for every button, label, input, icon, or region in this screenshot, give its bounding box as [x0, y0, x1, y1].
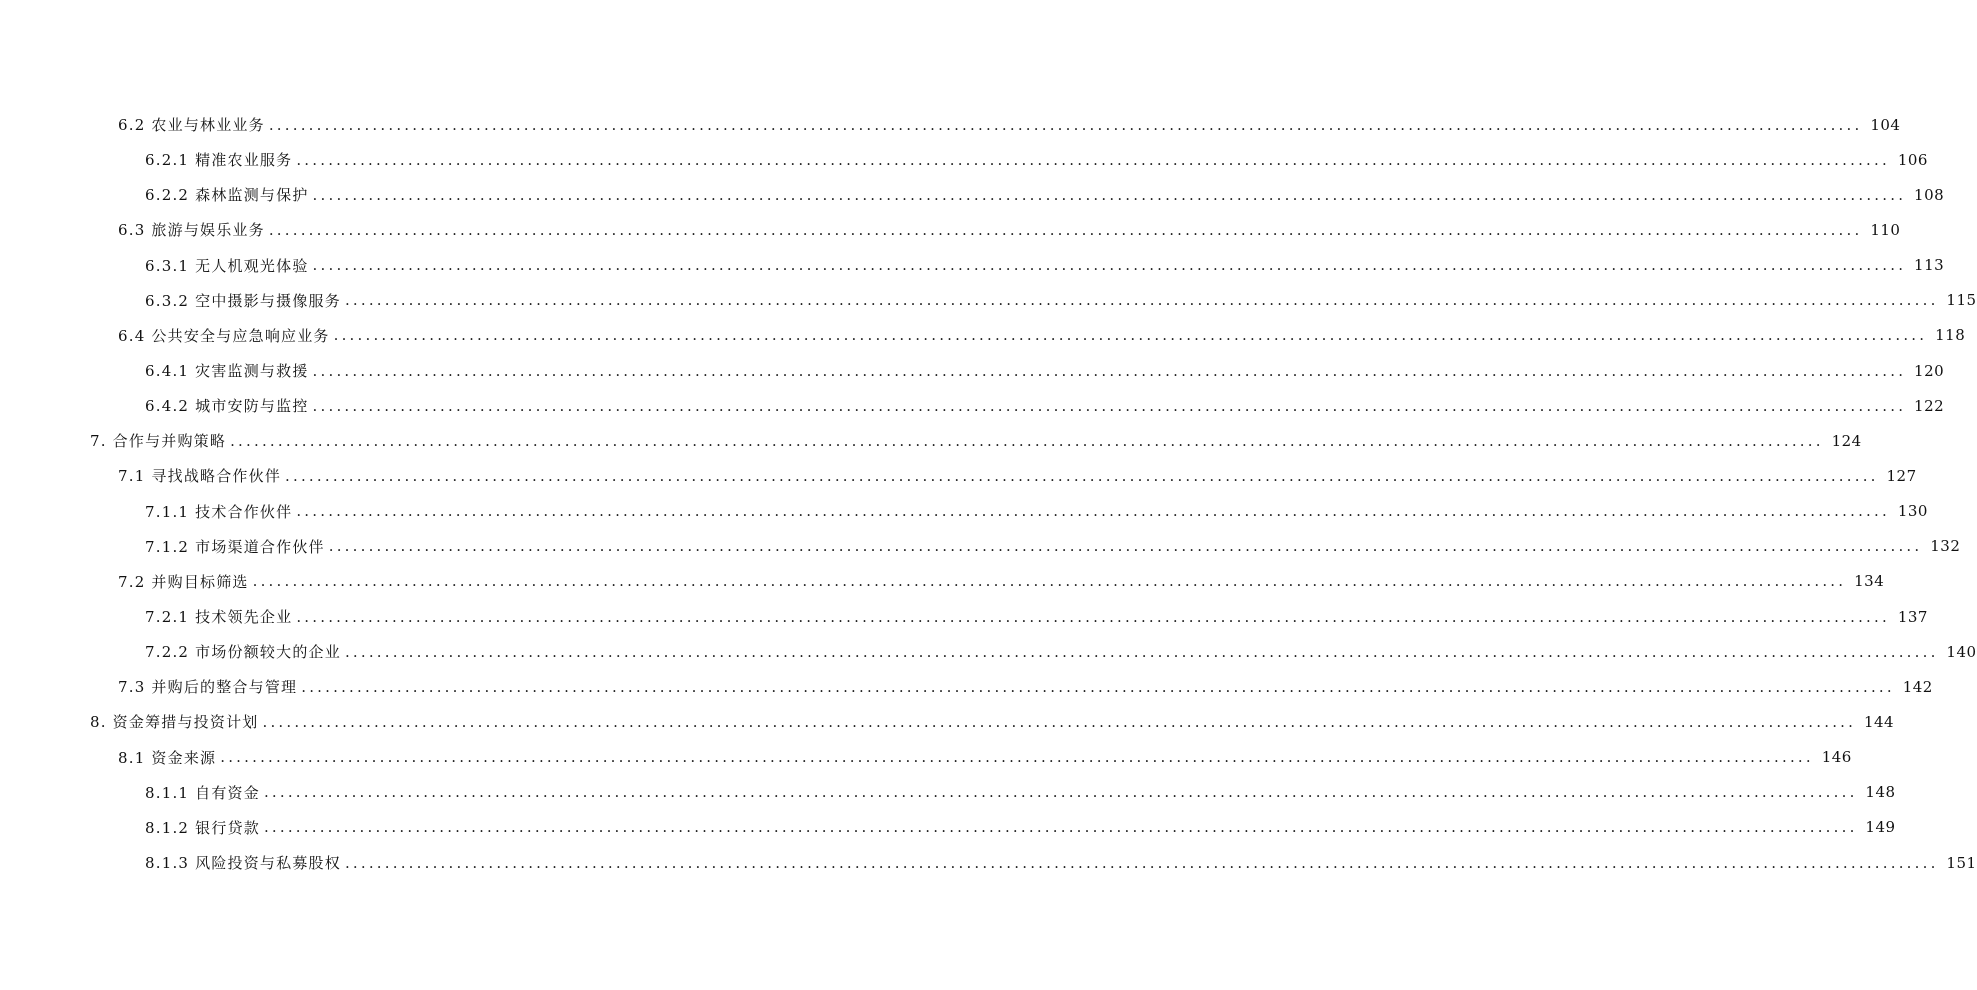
toc-dot-leader: ........................................................................................................................................................................................................: [220, 748, 1814, 767]
toc-entry[interactable]: [0, 423, 1862, 458]
toc-dot-leader: ........................................................................................................................................................................................................: [268, 220, 1863, 239]
toc-dot-leader: ........................................................................................................................................................................................................: [312, 396, 1907, 415]
toc-dot-leader: ........................................................................................................................................................................................................: [296, 150, 1890, 169]
toc-entry-title: 7.1 寻找战略合作伙伴: [118, 467, 282, 486]
toc-entry-page-number: 137: [1897, 607, 1928, 626]
toc-entry-page-number: 134: [1854, 572, 1885, 591]
toc-dot-leader: ........................................................................................................................................................................................................: [285, 466, 1879, 485]
toc-entry[interactable]: [0, 599, 1928, 634]
toc-entry-title: 6.2.2 森林监测与保护: [145, 186, 309, 205]
toc-entry-page-number: 144: [1863, 712, 1895, 731]
toc-entry-title: 6.3.2 空中摄影与摄像服务: [145, 291, 341, 310]
toc-entry-page-number: 113: [1914, 256, 1945, 275]
toc-entry[interactable]: [0, 704, 1895, 739]
toc-entry-title: 7.2 并购目标筛选: [118, 572, 249, 591]
toc-entry[interactable]: [0, 634, 1977, 669]
toc-entry[interactable]: [0, 810, 1896, 845]
toc-dot-leader: ........................................................................................................................................................................................................: [344, 291, 1939, 310]
toc-entry-page-number: 110: [1870, 220, 1901, 239]
toc-entry-title: 6.4 公共安全与应急响应业务: [118, 326, 330, 345]
toc-entry[interactable]: [0, 458, 1917, 493]
toc-dot-leader: ........................................................................................................................................................................................................: [312, 256, 1907, 275]
toc-entry[interactable]: [0, 248, 1945, 283]
toc-dot-leader: ........................................................................................................................................................................................................: [262, 712, 1857, 731]
toc-entry[interactable]: [0, 107, 1901, 142]
toc-entry-title: 7.1.2 市场渠道合作伙伴: [145, 537, 325, 556]
toc-entry-title: 6.4.1 灾害监测与救援: [145, 362, 309, 381]
toc-entry[interactable]: [0, 212, 1901, 247]
toc-entry[interactable]: [0, 669, 1933, 704]
toc-entry-title: 8.1.3 风险投资与私募股权: [145, 854, 341, 873]
toc-entry-page-number: 149: [1865, 818, 1896, 837]
toc-dot-leader: ........................................................................................................................................................................................................: [263, 818, 1858, 837]
toc-entry-page-number: 142: [1902, 677, 1933, 696]
toc-dot-leader: ........................................................................................................................................................................................................: [296, 502, 1890, 521]
toc-entry-page-number: 106: [1897, 150, 1928, 169]
toc-entry-page-number: 120: [1914, 361, 1945, 380]
toc-entry[interactable]: [0, 494, 1928, 529]
toc-entry-title: 8.1.1 自有资金: [145, 783, 260, 802]
toc-dot-leader: ........................................................................................................................................................................................................: [230, 431, 1824, 450]
toc-entry-page-number: 151: [1946, 853, 1977, 872]
toc-entry-title: 7.3 并购后的整合与管理: [118, 678, 298, 697]
toc-entry-title: 7. 合作与并购策略: [90, 432, 227, 451]
toc-entry-page-number: 130: [1897, 502, 1928, 521]
toc-dot-leader: ........................................................................................................................................................................................................: [312, 361, 1907, 380]
toc-entry-title: 7.2.1 技术领先企业: [145, 608, 293, 627]
toc-dot-leader: ........................................................................................................................................................................................................: [333, 326, 1928, 345]
toc-entry-page-number: 146: [1821, 748, 1852, 767]
toc-entry-page-number: 124: [1831, 431, 1862, 450]
toc-dot-leader: ........................................................................................................................................................................................................: [268, 115, 1863, 134]
toc-entry-title: 7.1.1 技术合作伙伴: [145, 502, 293, 521]
toc-entry-page-number: 122: [1914, 396, 1945, 415]
toc-dot-leader: ........................................................................................................................................................................................................: [252, 572, 1847, 591]
toc-entry-title: 6.3 旅游与娱乐业务: [118, 221, 265, 240]
toc-entry[interactable]: [0, 353, 1945, 388]
toc-entry-page-number: 132: [1930, 537, 1961, 556]
toc-dot-leader: ........................................................................................................................................................................................................: [344, 642, 1939, 661]
toc-dot-leader: ........................................................................................................................................................................................................: [344, 853, 1939, 872]
toc-entry-title: 6.2.1 精准农业服务: [145, 151, 293, 170]
toc-entry-title: 6.3.1 无人机观光体验: [145, 256, 309, 275]
toc-entry[interactable]: [0, 388, 1945, 423]
toc-dot-leader: ........................................................................................................................................................................................................: [312, 185, 1907, 204]
toc-entry-page-number: 115: [1946, 291, 1977, 310]
toc-entry[interactable]: [0, 283, 1977, 318]
toc-entry-title: 8.1 资金来源: [118, 748, 217, 767]
toc-entry[interactable]: [0, 740, 1852, 775]
toc-entry-page-number: 108: [1914, 185, 1945, 204]
toc-entry[interactable]: [0, 177, 1945, 212]
toc-entry-title: 8. 资金筹措与投资计划: [90, 713, 259, 732]
toc-entry[interactable]: [0, 564, 1885, 599]
toc-entry-title: 6.4.2 城市安防与监控: [145, 397, 309, 416]
toc-dot-leader: ........................................................................................................................................................................................................: [263, 783, 1858, 802]
toc-dot-leader: ........................................................................................................................................................................................................: [296, 607, 1890, 626]
toc-entry-title: 8.1.2 银行贷款: [145, 818, 260, 837]
toc-entry-title: 6.2 农业与林业业务: [118, 116, 265, 135]
toc-entry[interactable]: [0, 775, 1896, 810]
toc-entry-page-number: 148: [1865, 783, 1896, 802]
toc-dot-leader: ........................................................................................................................................................................................................: [328, 537, 1923, 556]
toc-dot-leader: ........................................................................................................................................................................................................: [301, 677, 1895, 696]
toc-entry[interactable]: [0, 529, 1961, 564]
toc-entry-page-number: 140: [1946, 642, 1977, 661]
table-of-contents: [0, 107, 1977, 880]
toc-entry-page-number: 118: [1935, 326, 1966, 345]
toc-entry[interactable]: [0, 142, 1928, 177]
toc-entry[interactable]: [0, 318, 1966, 353]
toc-entry[interactable]: [0, 845, 1977, 880]
toc-entry-title: 7.2.2 市场份额较大的企业: [145, 643, 341, 662]
toc-entry-page-number: 127: [1886, 466, 1917, 485]
toc-entry-page-number: 104: [1870, 115, 1901, 134]
